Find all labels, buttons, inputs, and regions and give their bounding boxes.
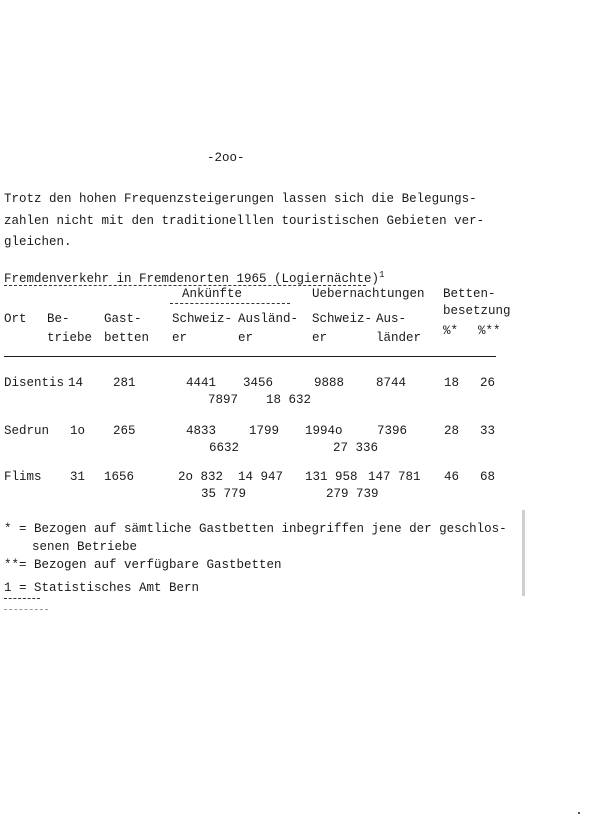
group-header-occupancy-1: Betten- — [443, 287, 496, 301]
col-businesses-1: Be- — [47, 312, 70, 326]
row-disentis-beds: 281 — [113, 376, 136, 390]
row-sedrun-ov-foreign: 7396 — [377, 424, 408, 438]
row-flims-beds: 1656 — [104, 470, 135, 484]
col-occ-avail: %** — [478, 324, 501, 338]
col-place: Ort — [4, 312, 27, 326]
col-beds-2: betten — [104, 331, 150, 345]
row-flims-ov-foreign: 147 781 — [368, 470, 421, 484]
row-disentis-ov-foreign: 8744 — [376, 376, 407, 390]
row-disentis-arr-total: 7897 — [208, 393, 239, 407]
row-disentis-arr-total-2: 18 632 — [266, 393, 312, 407]
row-flims-ov-total: 279 739 — [326, 487, 379, 501]
row-sedrun-beds: 265 — [113, 424, 136, 438]
col-ov-swiss-2: er — [312, 331, 328, 345]
intro-line-1: Trotz den hohen Frequenzsteigerungen lassen sich die Belegungs- — [4, 192, 477, 206]
col-arr-swiss-2: er — [172, 331, 188, 345]
intro-line-3: gleichen. — [4, 235, 72, 249]
row-flims-arr-foreign: 14 947 — [238, 470, 284, 484]
col-arr-foreign-2: er — [238, 331, 254, 345]
group-header-occupancy-2: besetzung — [443, 304, 511, 318]
col-arr-foreign-1: Ausländ- — [238, 312, 299, 326]
row-flims-ov-swiss: 131 958 — [305, 470, 358, 484]
row-sedrun-ov-total: 27 336 — [333, 441, 379, 455]
col-ov-foreign-1: Aus- — [376, 312, 407, 326]
col-arr-swiss-1: Schweiz- — [172, 312, 233, 326]
row-sedrun-arr-swiss: 4833 — [186, 424, 217, 438]
col-ov-swiss-1: Schweiz- — [312, 312, 373, 326]
row-sedrun-arr-foreign: 1799 — [249, 424, 280, 438]
table-title-underline — [4, 285, 366, 286]
footnote-rule — [4, 598, 40, 599]
page-number: -2oo- — [207, 151, 245, 165]
row-disentis-businesses: 14 — [68, 376, 84, 390]
col-businesses-2: triebe — [47, 331, 93, 345]
col-ov-foreign-2: länder — [376, 331, 422, 345]
footnote-rule-faint — [4, 609, 48, 610]
row-sedrun-place: Sedrun — [4, 424, 50, 438]
row-disentis-arr-foreign: 3456 — [243, 376, 274, 390]
row-disentis-ov-swiss: 9888 — [314, 376, 345, 390]
table-title-text: Fremdenverkehr in Fremdenorten 1965 (Logiernächte) — [4, 272, 380, 287]
col-beds-1: Gast- — [104, 312, 142, 326]
row-flims-arr-swiss: 2o 832 — [178, 470, 224, 484]
scan-speck — [578, 812, 580, 814]
row-flims-businesses: 31 — [70, 470, 86, 484]
row-disentis-occ-all: 18 — [444, 376, 460, 390]
row-flims-place: Flims — [4, 470, 42, 484]
row-disentis-occ-avail: 26 — [480, 376, 496, 390]
group-header-arrivals: Ankünfte — [182, 287, 243, 301]
scan-edge-mark — [522, 510, 525, 596]
row-disentis-place: Disentis — [4, 376, 65, 390]
footnote-2: **= Bezogen auf verfügbare Gastbetten — [4, 558, 282, 572]
row-sedrun-occ-avail: 33 — [480, 424, 496, 438]
header-rule — [4, 356, 496, 357]
row-sedrun-businesses: 1o — [70, 424, 86, 438]
row-sedrun-occ-all: 28 — [444, 424, 460, 438]
table-title-footnote-mark: 1 — [379, 270, 385, 280]
row-sedrun-arr-total: 6632 — [209, 441, 240, 455]
row-sedrun-ov-swiss: 1994o — [305, 424, 343, 438]
col-occ-all: %* — [443, 324, 459, 338]
row-flims-arr-total: 35 779 — [201, 487, 247, 501]
footnote-1-line-1: * = Bezogen auf sämtliche Gastbetten inbegriffen jene der geschlos- — [4, 522, 507, 536]
group-header-overnights: Uebernachtungen — [312, 287, 425, 301]
footnote-1-line-2: senen Betriebe — [32, 540, 138, 554]
footnote-3: 1 = Statistisches Amt Bern — [4, 581, 200, 595]
row-flims-occ-all: 46 — [444, 470, 460, 484]
intro-line-2: zahlen nicht mit den traditionelllen touristischen Gebieten ver- — [4, 214, 485, 228]
row-disentis-arr-swiss: 4441 — [186, 376, 217, 390]
row-flims-occ-avail: 68 — [480, 470, 496, 484]
arrivals-underline — [170, 303, 290, 304]
